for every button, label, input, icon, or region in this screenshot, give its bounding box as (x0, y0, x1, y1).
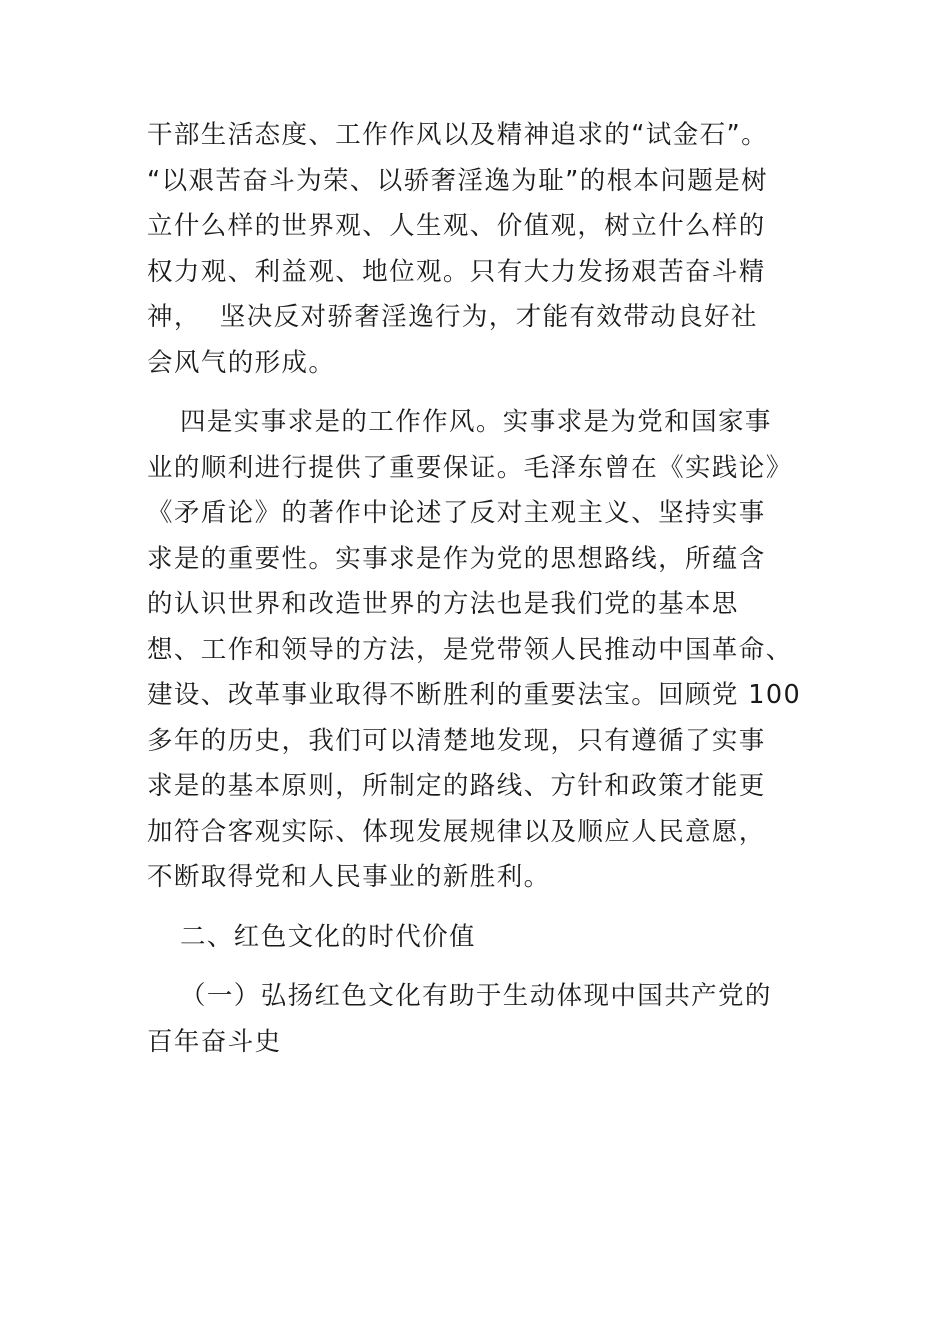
text-line: 四是实事求是的工作作风。实事求是为党和国家事 (180, 407, 772, 437)
paragraph-hardship-struggle (147, 113, 807, 386)
text-line: 业的顺利进行提供了重要保证。毛泽东曾在《实践论》 (147, 452, 793, 483)
text-line: 求是的重要性。实事求是作为党的思想路线，所蕴含 (147, 543, 766, 574)
section-heading (147, 915, 807, 961)
text-line: 想、工作和领导的方法，是党带领人民推动中国革命、 (147, 634, 793, 665)
text-line: 神， 坚决反对骄奢淫逸行为，才能有效带动良好社 (147, 302, 758, 332)
text-line: 加符合客观实际、体现发展规律以及顺应人民意愿， (147, 816, 766, 847)
document-body (147, 113, 807, 1065)
text-line: 不断取得党和人民事业的新胜利。 (147, 862, 551, 892)
paragraph-seek-truth (147, 400, 807, 901)
text-line: 建设、改革事业取得不断胜利的重要法宝。回顾党 100 (147, 680, 802, 710)
text-line: （一）弘扬红色文化有助于生动体现中国共产党的 (180, 981, 772, 1011)
text-line: 权力观、利益观、地位观。只有大力发扬艰苦奋斗精 (147, 256, 766, 287)
text-line: 求是的基本原则，所制定的路线、方针和政策才能更 (147, 771, 766, 801)
subsection-heading (147, 974, 807, 1065)
section-heading-text: 二、红色文化的时代价值 (180, 921, 476, 952)
text-line: 会风气的形成。 (147, 347, 336, 378)
text-line: 干部生活态度、工作作风以及精神追求的“试金石”。 (147, 120, 769, 150)
text-line: 多年的历史，我们可以清楚地发现，只有遵循了实事 (147, 725, 766, 756)
text-line: “以艰苦奋斗为荣、以骄奢淫逸为耻”的根本问题是树 (147, 165, 769, 196)
text-line: 的认识世界和改造世界的方法也是我们党的基本思 (147, 589, 739, 619)
text-line: 百年奋斗史 (147, 1026, 282, 1057)
text-line: 《矛盾论》的著作中论述了反对主观主义、坚持实事 (147, 498, 766, 528)
text-line: 立什么样的世界观、人生观、价值观，树立什么样的 (147, 211, 766, 241)
